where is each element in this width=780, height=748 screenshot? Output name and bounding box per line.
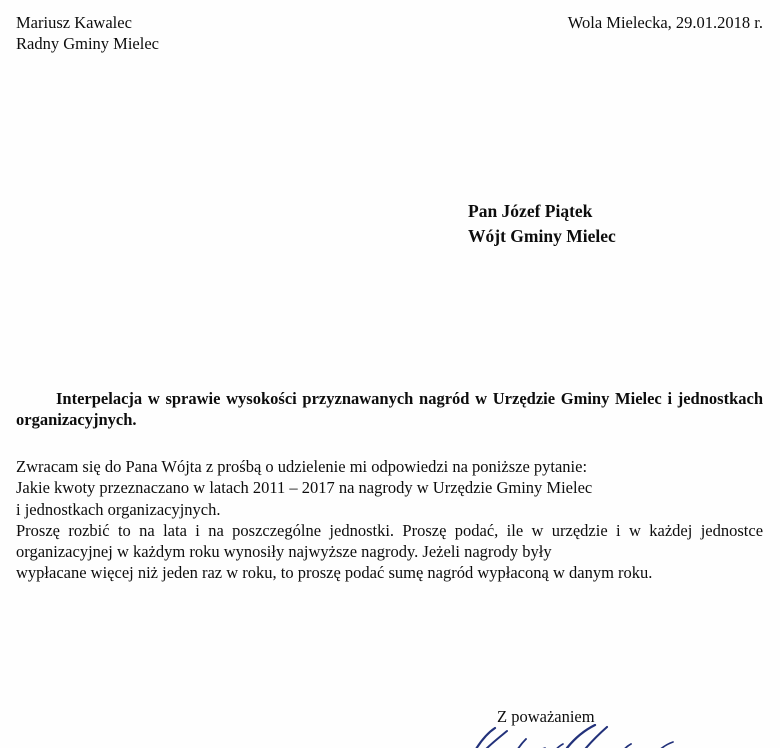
sender-title: Radny Gminy Mielec: [16, 34, 159, 53]
addressee-block: [468, 199, 616, 249]
body-line-5: jednostce organizacyjnej w każdym roku wynosiły najwyższe nagrody. Jeżeli nagrody były: [16, 520, 764, 562]
body-line-2: Jakie kwoty przeznaczano w latach 2011 – 2017 na nagrody w Urzędzie Gminy Mielec: [16, 478, 593, 498]
subject-line-2: i jednostkach organizacyjnych.: [16, 389, 763, 429]
sender-block: [16, 12, 159, 54]
addressee-title: Wójt Gminy Mielec: [468, 226, 616, 246]
body-paragraph-2: [16, 520, 763, 584]
letter-body: [16, 456, 763, 584]
sender-name: Mariusz Kawalec: [16, 13, 132, 32]
subject-title: [16, 388, 763, 430]
body-paragraph-1: [16, 456, 763, 520]
handwritten-signature: [455, 724, 755, 748]
body-line-6: wypłacane więcej niż jeden raz w roku, to proszę podać sumę nagród wypłaconą w danym roku.: [16, 563, 653, 583]
letter-header: [16, 12, 763, 54]
addressee-name: Pan Józef Piątek: [468, 201, 593, 221]
body-line-1: Zwracam się do Pana Wójta z prośbą o udzielenie mi odpowiedzi na poniższe pytanie:: [16, 457, 588, 476]
closing-salutation: Z poważaniem: [497, 707, 595, 726]
subject-line-1: Interpelacja w sprawie wysokości przyznawanych nagród w Urzędzie Gminy Mielec: [56, 389, 662, 408]
place-and-date: Wola Mielecka, 29.01.2018 r.: [567, 13, 763, 32]
body-line-3: i jednostkach organizacyjnych.: [16, 499, 221, 519]
body-line-4: Proszę rozbić to na lata i na poszczególne jednostki. Proszę podać, ile w urzędzie i w każdej: [16, 520, 693, 540]
